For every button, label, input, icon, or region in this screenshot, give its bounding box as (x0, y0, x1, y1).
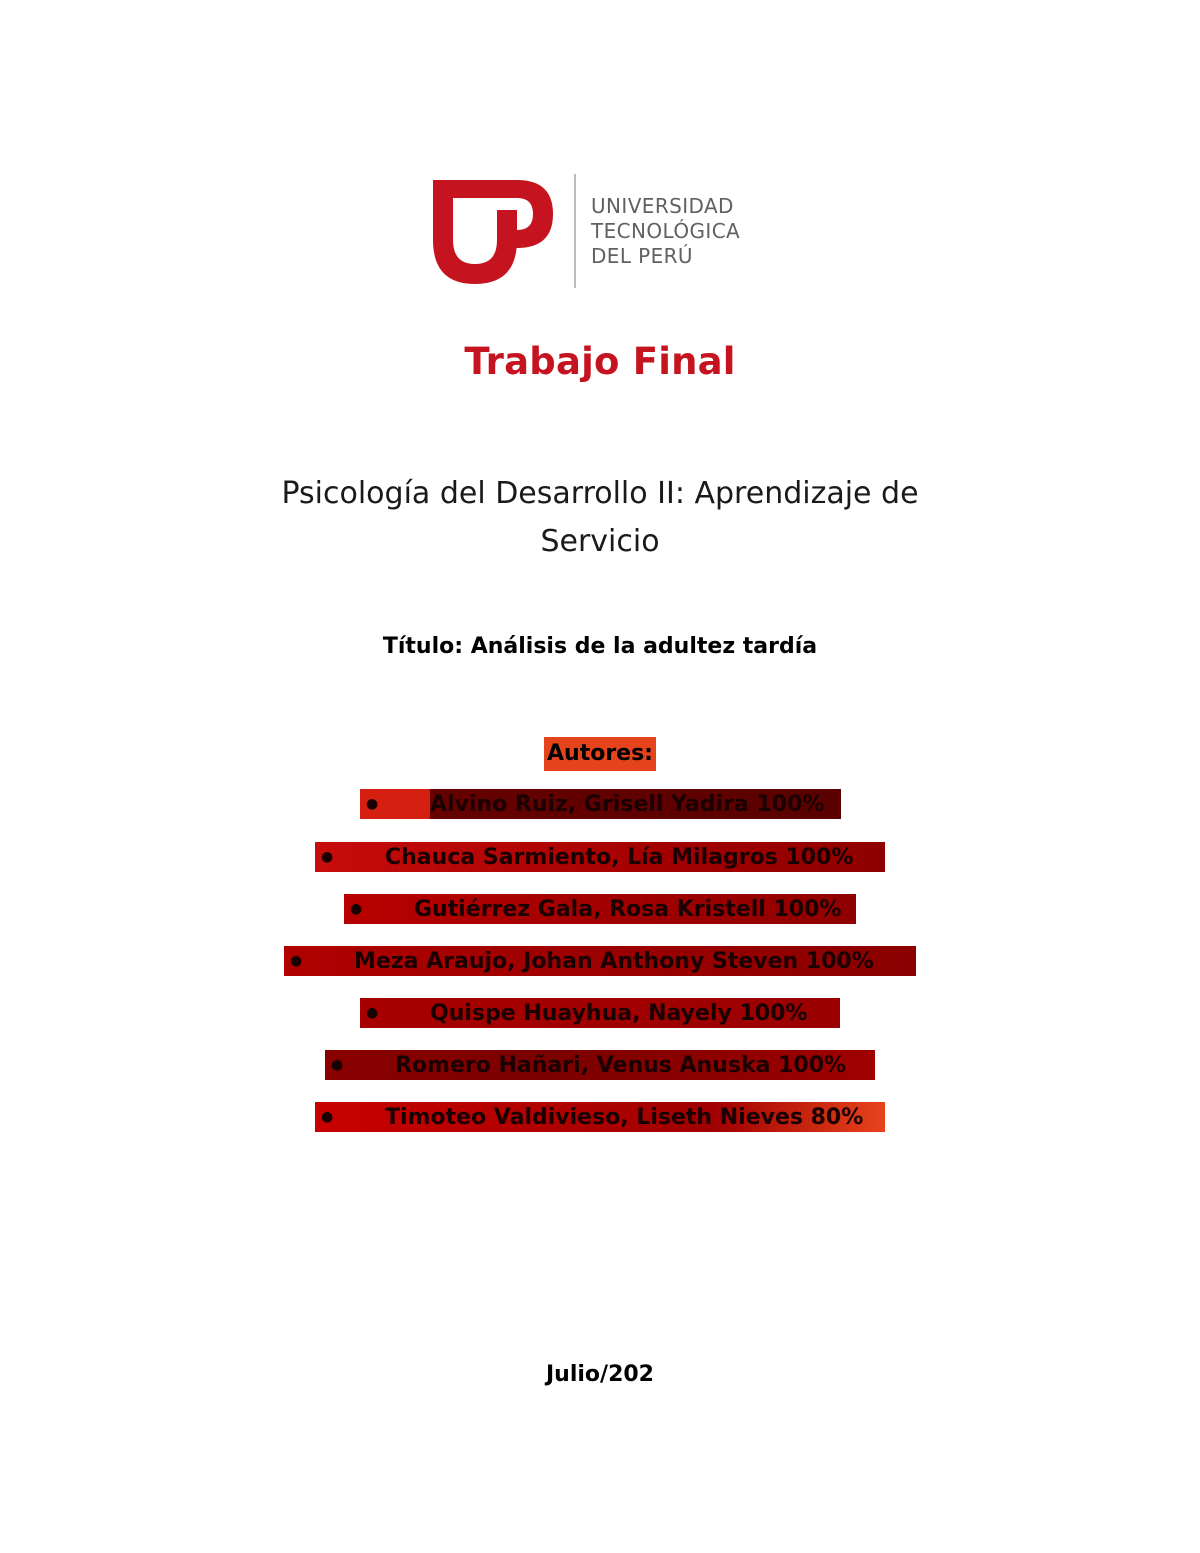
author-item (344, 894, 856, 924)
author-item (315, 1102, 885, 1132)
university-name (591, 194, 776, 269)
bullet-icon: ● (350, 901, 363, 917)
author-name: Romero Hañari, Venus Anuska 100% (395, 1052, 847, 1078)
author-name: Quispe Huayhua, Nayely 100% (430, 1000, 808, 1026)
logo-divider (574, 174, 576, 288)
authors-label: Autores: (544, 737, 656, 771)
author-item (360, 789, 841, 819)
course-name (200, 470, 1000, 566)
bullet-icon: ● (321, 1109, 334, 1125)
university-name-line-1: UNIVERSIDAD (591, 194, 734, 218)
author-name: Chauca Sarmiento, Lía Milagros 100% (385, 844, 854, 870)
bullet-icon: ● (321, 849, 334, 865)
authors-heading (0, 737, 1200, 771)
bullet-icon: ● (290, 953, 303, 969)
bullet-icon: ● (366, 796, 379, 812)
author-item (315, 842, 885, 872)
author-name: Meza Araujo, Johan Anthony Steven 100% (354, 948, 874, 974)
author-name: Gutiérrez Gala, Rosa Kristell 100% (414, 896, 842, 922)
work-title: Título: Análisis de la adultez tardía (382, 634, 818, 659)
university-name-line-2: TECNOLÓGICA (591, 219, 741, 243)
course-name-line-2: Servicio (540, 524, 660, 559)
bullet-icon: ● (366, 1005, 379, 1021)
bullet-icon: ● (331, 1057, 344, 1073)
university-logo (425, 170, 770, 292)
university-name-line-3: DEL PERÚ (591, 244, 693, 268)
course-name-line-1: Psicología del Desarrollo II: Aprendizaje de (281, 476, 919, 511)
author-item (284, 946, 916, 976)
author-item (325, 1050, 875, 1080)
utp-monogram-icon (425, 170, 560, 292)
author-item (360, 998, 840, 1028)
author-name: Alvino Ruiz, Grisell Yadira 100% (430, 791, 825, 817)
author-name: Timoteo Valdivieso, Liseth Nieves 80% (385, 1104, 864, 1130)
document-date: Julio/202 (545, 1362, 654, 1387)
document-title: Trabajo Final (464, 340, 736, 383)
